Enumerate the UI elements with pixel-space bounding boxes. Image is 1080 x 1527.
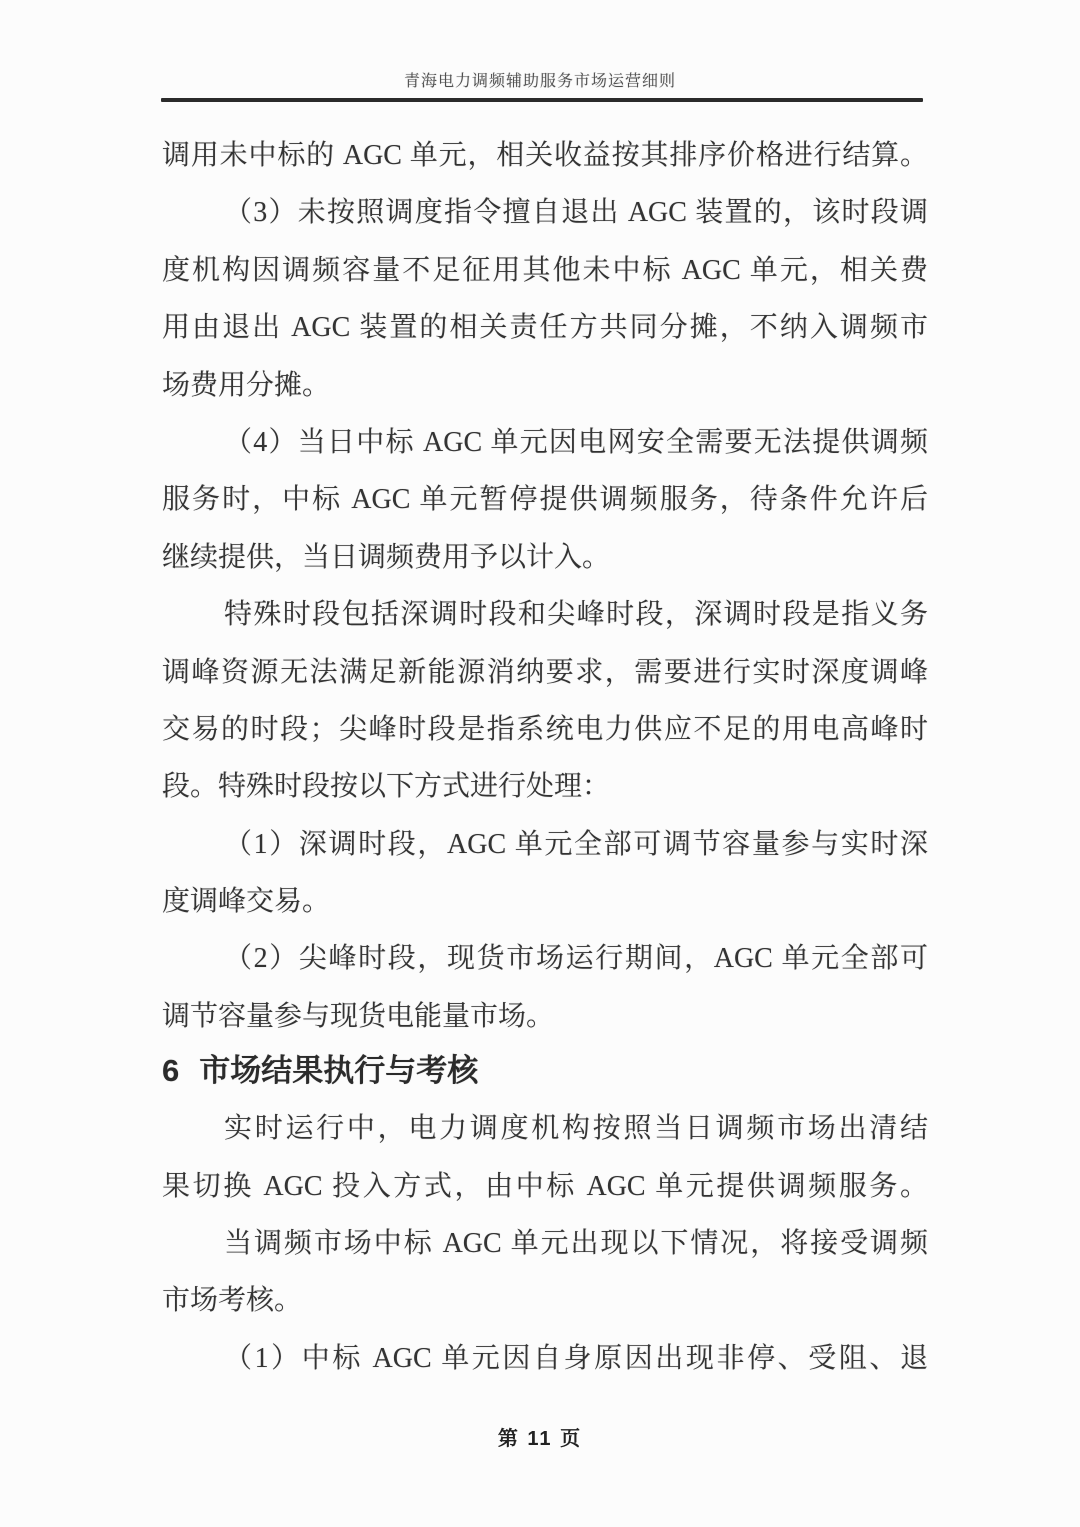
body-line: 度调峰交易。	[162, 886, 331, 918]
body-line: 调节容量参与现货电能量市场。	[162, 1000, 555, 1032]
body-line: 当调频市场中标 AGC 单元出现以下情况，将接受调频	[224, 1228, 928, 1260]
body-line: 服务时，中标 AGC 单元暂停提供调频服务，待条件允许后	[162, 484, 928, 516]
header-rule	[161, 98, 923, 102]
page-footer	[0, 1422, 1080, 1451]
body-line: （2）尖峰时段，现货市场运行期间，AGC 单元全部可	[224, 943, 928, 975]
section-number: 6	[162, 1053, 180, 1089]
body-line: 调用未中标的 AGC 单元，相关收益按其排序价格进行结算。	[162, 140, 928, 171]
body-line: 果切换 AGC 投入方式，由中标 AGC 单元提供调频服务。	[162, 1170, 928, 1202]
body-line: 度机构因调频容量不足征用其他未中标 AGC 单元，相关费	[162, 254, 928, 286]
body-line: （4）当日中标 AGC 单元因电网安全需要无法提供调频	[224, 426, 928, 458]
body-line: 调峰资源无法满足新能源消纳要求，需要进行实时深度调峰	[162, 656, 928, 688]
body-line: 交易的时段；尖峰时段是指系统电力供应不足的用电高峰时	[162, 713, 928, 745]
body-line: 市场考核。	[162, 1285, 303, 1317]
body-line: 用由退出 AGC 装置的相关责任方共同分摊，不纳入调频市	[162, 312, 928, 344]
document-body	[162, 127, 928, 1387]
body-line: 场费用分摊。	[162, 369, 331, 401]
running-header-title: 青海电力调频辅助服务市场运营细则	[403, 73, 676, 90]
body-line: 段。特殊时段按以下方式进行处理：	[162, 771, 611, 803]
section-title: 市场结果执行与考核	[199, 1053, 479, 1089]
section-heading	[162, 1042, 928, 1100]
body-line: （1）中标 AGC 单元因自身原因出现非停、受阻、退	[224, 1342, 928, 1374]
body-line: 继续提供，当日调频费用予以计入。	[162, 541, 611, 573]
body-line: （1）深调时段，AGC 单元全部可调节容量参与实时深	[224, 828, 928, 860]
page-number: 第 11 页	[497, 1428, 583, 1450]
body-line: （3）未按照调度指令擅自退出 AGC 装置的，该时段调	[224, 197, 928, 229]
body-line: 特殊时段包括深调时段和尖峰时段，深调时段是指义务	[224, 599, 928, 631]
body-line: 实时运行中，电力调度机构按照当日调频市场出清结	[224, 1113, 928, 1145]
